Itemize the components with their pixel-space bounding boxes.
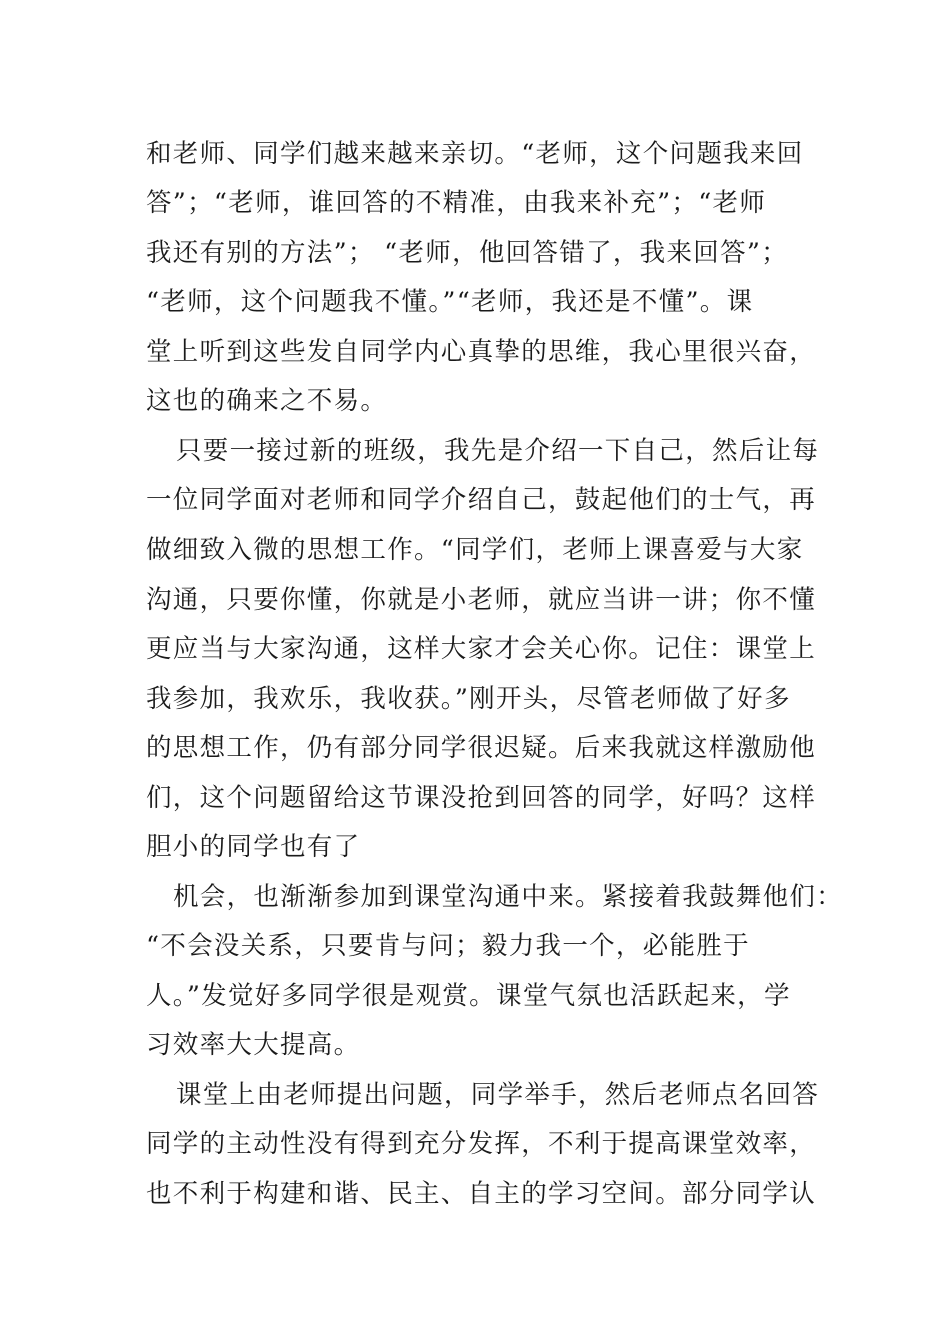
text-line: 们，这个问题留给这节课没抢到回答的同学，好吗？这样 <box>146 783 817 813</box>
text-line: 一位同学面对老师和同学介绍自己，鼓起他们的士气，再 <box>146 485 817 515</box>
text-line: 人。”发觉好多同学很是观赏。课堂气氛也活跃起来，学 <box>146 981 791 1011</box>
text-line: 更应当与大家沟通，这样大家才会关心你。记住：课堂上 <box>146 634 817 664</box>
paragraph-first-line: 机会，也渐渐参加到课堂沟通中来。紧接着我鼓舞他们： <box>173 882 844 912</box>
text-line: 的思想工作，仍有部分同学很迟疑。后来我就这样激励他 <box>146 733 817 763</box>
text-line: 这也的确来之不易。 <box>146 386 388 416</box>
text-line: 同学的主动性没有得到充分发挥，不利于提高课堂效率， <box>146 1129 817 1159</box>
text-line: 我参加，我欢乐，我收获。”刚开头，尽管老师做了好多 <box>146 684 791 714</box>
text-line: 堂上听到这些发自同学内心真挚的思维，我心里很兴奋， <box>146 337 817 367</box>
text-line: 也不利于构建和谐、民主、自主的学习空间。部分同学认 <box>146 1179 817 1209</box>
text-line: 我还有别的方法”； “老师，他回答错了，我来回答”； <box>146 238 789 268</box>
text-line: 习效率大大提高。 <box>146 1030 361 1060</box>
text-line: 和老师、同学们越来越来亲切。“老师，这个问题我来回 <box>146 139 804 169</box>
paragraph-first-line: 课堂上由老师提出问题，同学举手，然后老师点名回答 <box>176 1080 820 1110</box>
text-line: 做细致入微的思想工作。“同学们，老师上课喜爱与大家 <box>146 535 804 565</box>
text-line: 答”；“老师，谁回答的不精准，由我来补充”；“老师 <box>146 188 767 218</box>
text-line: 胆小的同学也有了 <box>146 832 361 862</box>
text-line: 沟通，只要你懂，你就是小老师，就应当讲一讲；你不懂 <box>146 585 817 615</box>
text-line: “不会没关系，只要肯与问；毅力我一个，必能胜于 <box>146 931 750 961</box>
paragraph-first-line: 只要一接过新的班级，我先是介绍一下自己，然后让每 <box>176 436 820 466</box>
text-line: “老师，这个问题我不懂。”“老师，我还是不懂”。课 <box>146 287 754 317</box>
